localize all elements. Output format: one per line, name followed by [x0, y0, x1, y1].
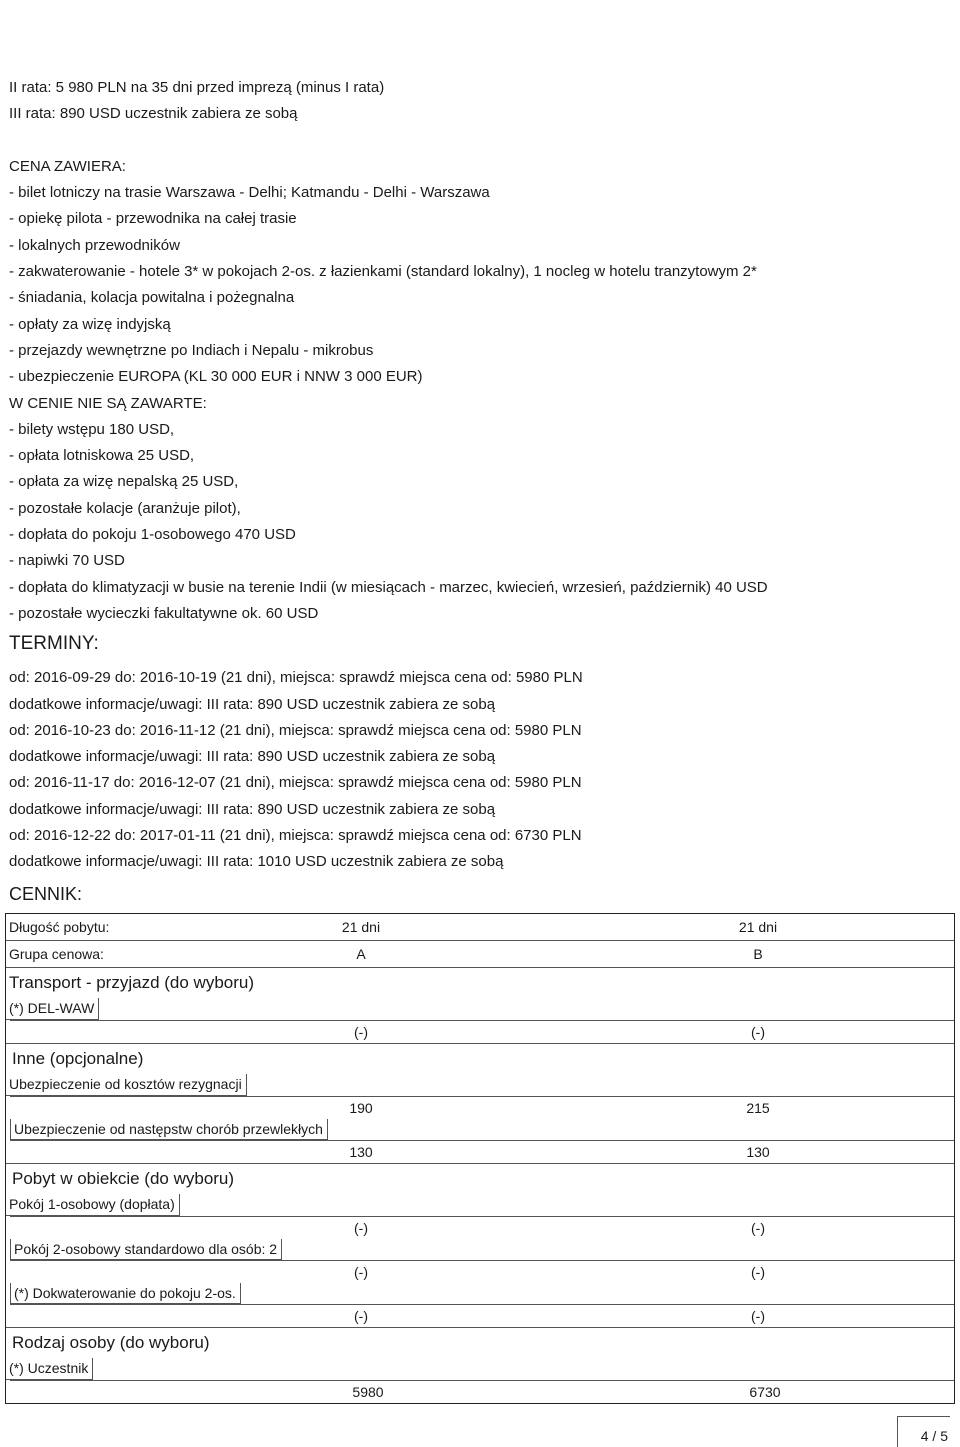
double-room-values [10, 1260, 954, 1283]
cancellation-insurance-values [10, 1096, 954, 1119]
includes-item: - zakwaterowanie - hotele 3* w pokojach 2-os. z łazienkami (standard lokalny), 1 nocleg w hotelu tranzytowym 2* [9, 263, 757, 281]
price-group-b: B [753, 946, 763, 962]
double-room-b: (-) [751, 1264, 765, 1280]
term-notes: dodatkowe informacje/uwagi: III rata: 890 USD uczestnik zabiera ze sobą [9, 748, 496, 766]
pricelist-heading: CENNIK: [9, 883, 83, 904]
includes-item: - opłaty za wizę indyjską [9, 315, 171, 333]
single-room-a: (-) [354, 1220, 368, 1236]
excludes-heading: W CENIE NIE SĄ ZAWARTE: [9, 394, 207, 412]
price-table [5, 913, 955, 1404]
double-room-option[interactable] [10, 1239, 954, 1260]
transport-value-a: (-) [354, 1024, 368, 1040]
participant-price-a: 5980 [352, 1384, 384, 1400]
transport-title: Transport - przyjazd (do wyboru) [6, 968, 258, 998]
chronic-insurance-option[interactable] [10, 1119, 954, 1140]
shared-room-values [10, 1304, 954, 1327]
transport-value-b: (-) [751, 1024, 765, 1040]
transport-option-values [10, 1020, 954, 1043]
includes-heading: CENA ZAWIERA: [9, 157, 126, 175]
stay-title: Pobyt w obiekcie (do wyboru) [6, 1164, 238, 1194]
double-room-a: (-) [354, 1264, 368, 1280]
term-notes: dodatkowe informacje/uwagi: III rata: 890 USD uczestnik zabiera ze sobą [9, 695, 496, 713]
terms-heading: TERMINY: [9, 633, 99, 655]
transport-section [6, 967, 954, 998]
cancellation-insurance-b: 215 [746, 1100, 770, 1116]
single-room-b: (-) [751, 1220, 765, 1236]
other-title: Inne (opcjonalne) [6, 1044, 147, 1074]
stay-section [6, 1163, 954, 1194]
price-group-a: A [356, 946, 366, 962]
term-dates: od: 2016-11-17 do: 2016-12-07 (21 dni), miejsca: sprawdź miejsca cena od: 5980 PLN [9, 774, 582, 792]
cancellation-insurance-a: 190 [349, 1100, 373, 1116]
transport-option-label: (*) DEL-WAW [6, 998, 99, 1020]
excludes-item: - pozostałe kolacje (aranżuje pilot), [9, 499, 241, 517]
excludes-item: - dopłata do pokoju 1-osobowego 470 USD [9, 526, 296, 544]
person-section [6, 1327, 954, 1358]
cancellation-insurance-label: Ubezpieczenie od kosztów rezygnacji [6, 1074, 247, 1096]
duration-row [6, 914, 954, 940]
shared-room-b: (-) [751, 1308, 765, 1324]
includes-item: - przejazdy wewnętrzne po Indiach i Nepalu - mikrobus [9, 341, 374, 359]
price-group-label: Grupa cenowa: [6, 941, 108, 967]
cancellation-insurance-option[interactable] [6, 1074, 954, 1096]
excludes-item: - pozostałe wycieczki fakultatywne ok. 60 USD [9, 604, 319, 622]
transport-option[interactable] [6, 998, 954, 1020]
term-notes: dodatkowe informacje/uwagi: III rata: 1010 USD uczestnik zabiera ze sobą [9, 853, 504, 871]
installment-2: II rata: 5 980 PLN na 35 dni przed imprezą (minus I rata) [9, 79, 385, 96]
participant-option[interactable] [6, 1358, 954, 1380]
excludes-item: - opłata lotniskowa 25 USD, [9, 447, 195, 465]
includes-item: - opiekę pilota - przewodnika na całej trasie [9, 210, 297, 228]
shared-room-option[interactable] [10, 1283, 954, 1304]
chronic-insurance-label: Ubezpieczenie od następstw chorób przewlekłych [10, 1119, 328, 1140]
excludes-item: - bilety wstępu 180 USD, [9, 420, 175, 438]
duration-value-b: 21 dni [738, 919, 778, 935]
single-room-values [10, 1216, 954, 1239]
excludes-item: - napiwki 70 USD [9, 552, 125, 570]
participant-price-b: 6730 [749, 1384, 781, 1400]
other-section [6, 1043, 954, 1074]
term-dates: od: 2016-09-29 do: 2016-10-19 (21 dni), miejsca: sprawdź miejsca cena od: 5980 PLN [9, 669, 583, 687]
spacer [9, 128, 949, 154]
single-room-label: Pokój 1-osobowy (dopłata) [6, 1194, 180, 1216]
includes-item: - lokalnych przewodników [9, 236, 180, 254]
participant-label: (*) Uczestnik [6, 1358, 93, 1380]
includes-item: - ubezpieczenie EUROPA (KL 30 000 EUR i NNW 3 000 EUR) [9, 368, 423, 386]
includes-item: - bilet lotniczy na trasie Warszawa - Delhi; Katmandu - Delhi - Warszawa [9, 184, 490, 202]
shared-room-label: (*) Dokwaterowanie do pokoju 2-os. [10, 1283, 241, 1304]
term-dates: od: 2016-12-22 do: 2017-01-11 (21 dni), miejsca: sprawdź miejsca cena od: 6730 PLN [9, 827, 582, 845]
duration-value-a: 21 dni [341, 919, 381, 935]
duration-label: Długość pobytu: [6, 914, 113, 940]
excludes-item: - opłata za wizę nepalską 25 USD, [9, 473, 239, 491]
chronic-insurance-a: 130 [349, 1144, 373, 1160]
participant-values [10, 1380, 954, 1403]
term-dates: od: 2016-10-23 do: 2016-11-12 (21 dni), miejsca: sprawdź miejsca cena od: 5980 PLN [9, 721, 582, 739]
single-room-option[interactable] [6, 1194, 954, 1216]
chronic-insurance-b: 130 [746, 1144, 770, 1160]
person-title: Rodzaj osoby (do wyboru) [6, 1328, 213, 1358]
page-number: 4 / 5 [920, 1428, 948, 1444]
installment-3: III rata: 890 USD uczestnik zabiera ze sobą [9, 105, 298, 123]
price-group-row [6, 940, 954, 967]
document-body [9, 75, 949, 906]
double-room-label: Pokój 2-osobowy standardowo dla osób: 2 [10, 1239, 282, 1260]
includes-item: - śniadania, kolacja powitalna i pożegnalna [9, 289, 295, 307]
shared-room-a: (-) [354, 1308, 368, 1324]
excludes-item: - dopłata do klimatyzacji w busie na terenie Indii (w miesiącach - marzec, kwiecień, wrzesień, październik) 40 USD [9, 578, 768, 596]
chronic-insurance-values [10, 1140, 954, 1163]
term-notes: dodatkowe informacje/uwagi: III rata: 890 USD uczestnik zabiera ze sobą [9, 800, 496, 818]
